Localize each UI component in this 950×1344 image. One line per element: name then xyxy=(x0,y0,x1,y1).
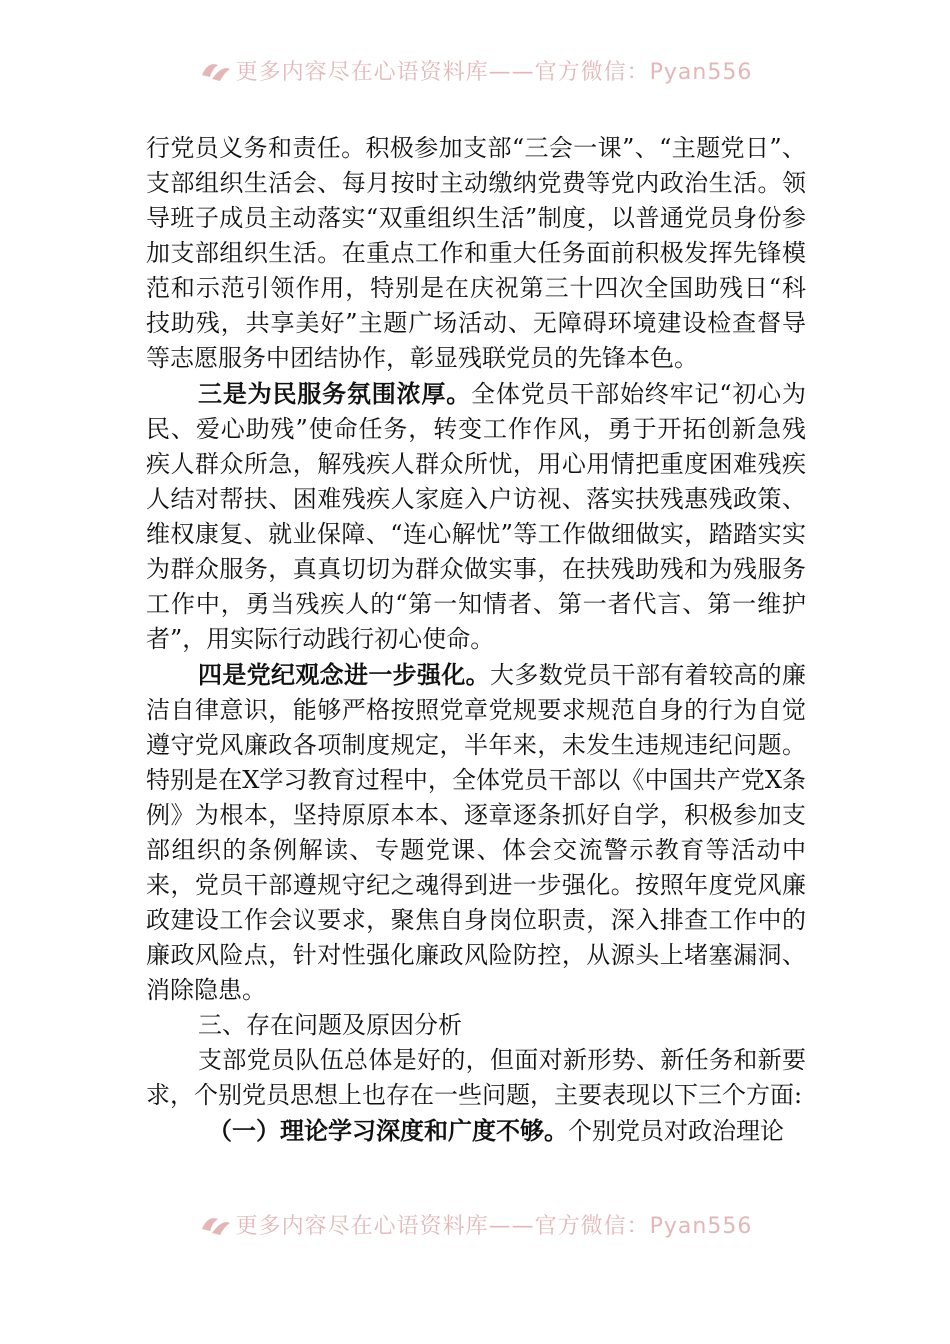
logo-icon xyxy=(198,1211,232,1237)
watermark-top xyxy=(0,50,950,90)
subsection-lead: （一）理论学习深度和广度不够。 xyxy=(208,1116,568,1145)
subsection xyxy=(146,1113,806,1149)
subsection-text: 个别党员对政治理论 xyxy=(568,1117,784,1145)
paragraph-3 xyxy=(146,657,806,1008)
section-heading: 三、存在问题及原因分析 xyxy=(198,1011,462,1039)
paragraph-2 xyxy=(146,376,806,657)
paragraph-text: 全体党员干部始终牢记“初心为民、爱心助残”使命任务，转变工作作风，勇于开拓创新急残疾人群众所急，解残疾人群众所忧，用心用情把重度困难残疾人结对帮扶、困难残疾人家庭入户访视、落实扶残惠残政策、维权康复、就业保障、“连心解忧”等工作做细做实，踏踏实实为群众服务，真真切切为群众做实事，在扶残助残和为残服务工作中，勇当残疾人的“第一知情者、第一者代言、第一维护者”，用实际行动践行初心使命。 xyxy=(146,380,806,653)
watermark-bottom xyxy=(0,1204,950,1244)
paragraph-lead: 四是党纪观念进一步强化。 xyxy=(198,660,490,689)
watermark-text: 更多内容尽在心语资料库——官方微信：Pyan556 xyxy=(235,1213,753,1239)
document-body xyxy=(146,130,806,1149)
logo-icon xyxy=(198,57,232,83)
paragraph-text: 大多数党员干部有着较高的廉洁自律意识，能够严格按照党章党规要求规范自身的行为自觉遵守党风廉政各项制度规定，半年来，未发生违规违纪问题。特别是在X学习教育过程中，全体党员干部以《中国共产党X条例》为根本，坚持原原本本、逐章逐条抓好自学，积极参加支部组织的条例解读、专题党课、体会交流警示教育等活动中来，党员干部遵规守纪之魂得到进一步强化。按照年度党风廉政建设工作会议要求，聚焦自身岗位职责，深入排查工作中的廉政风险点，针对性强化廉政风险防控，从源头上堵塞漏洞、消除隐患。 xyxy=(146,661,806,1004)
watermark-text: 更多内容尽在心语资料库——官方微信：Pyan556 xyxy=(235,59,753,85)
paragraph-1 xyxy=(146,130,806,376)
paragraph-text: 行党员义务和责任。积极参加支部“三会一课”、“主题党日”、支部组织生活会、每月按时主动缴纳党费等党内政治生活。领导班子成员主动落实“双重组织生活”制度，以普通党员身份参加支部组织生活。在重点工作和重大任务面前积极发挥先锋模范和示范引领作用，特别是在庆祝第三十四次全国助残日“科技助残，共享美好”主题广场活动、无障碍环境建设检查督导等志愿服务中团结协作，彰显残联党员的先锋本色。 xyxy=(146,134,806,372)
section-intro: 支部党员队伍总体是好的，但面对新形势、新任务和新要求，个别党员思想上也存在一些问题，主要表现以下三个方面: xyxy=(146,1046,806,1109)
paragraph-lead: 三是为民服务氛围浓厚。 xyxy=(198,379,472,408)
